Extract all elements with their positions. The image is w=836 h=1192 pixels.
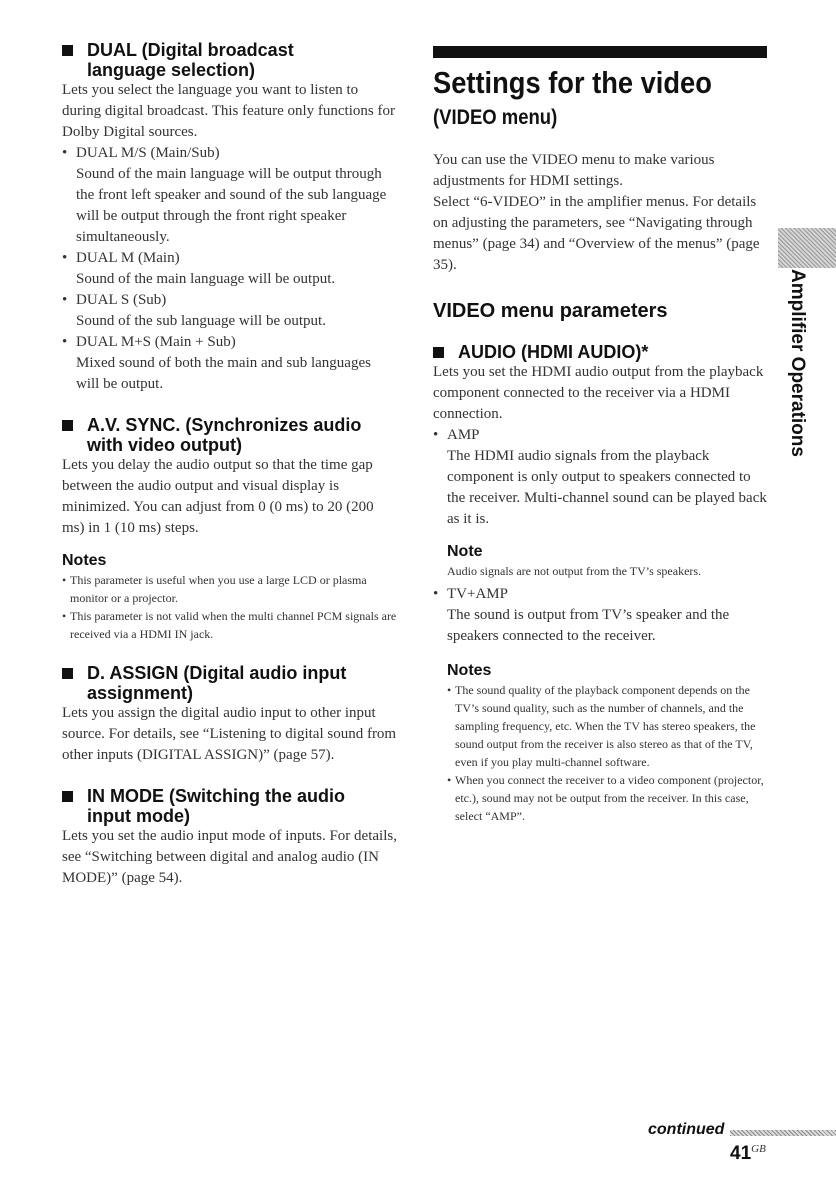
avsync-notes-heading: Notes: [62, 552, 107, 569]
audio-tvamp-option: [433, 584, 767, 647]
list-item: • DUAL S (Sub) Sound of the sub language will be output.: [62, 292, 326, 329]
left-column: [62, 40, 398, 889]
list-item: • DUAL M+S (Main + Sub) Mixed sound of both the main and sub languages will be output.: [62, 334, 371, 392]
amp-note-text: Audio signals are not output from the TV’s speakers.: [447, 564, 702, 578]
side-section-label: Amplifier Operations: [787, 269, 808, 457]
square-bullet-icon: [433, 347, 444, 358]
note-item: • The sound quality of the playback component depends on the TV’s sound quality, such as the number of channels, and the sampling frequency, etc. When the TV has stereo speakers, the sound output from the receiver is also stereo as that of the TV, even if you play multi-channel software.: [447, 683, 756, 769]
square-bullet-icon: [62, 45, 73, 56]
tvamp-notes-list: [447, 681, 767, 825]
right-column: [433, 46, 767, 825]
tvamp-notes: [433, 661, 767, 825]
square-bullet-icon: [62, 420, 73, 431]
inmode-heading: IN MODE (Switching the audio input mode): [62, 786, 398, 826]
note-item: • This parameter is not valid when the multi channel PCM signals are received via a HDMI IN jack.: [62, 609, 397, 641]
page-title: Settings for the video: [433, 65, 712, 100]
inmode-description: Lets you set the audio input mode of inputs. For details, see “Switching between digital and analog audio (IN MODE)” (page 54).: [62, 828, 397, 886]
list-item: • DUAL M/S (Main/Sub) Sound of the main language will be output through the front left speaker and sound of the sub language will be output through the front right speaker simultaneously.: [62, 145, 387, 245]
continued-bar: [730, 1130, 836, 1136]
dual-description: Lets you select the language you want to listen to during digital broadcast. This feature only functions for Dolby Digital sources.: [62, 82, 395, 140]
list-item: • DUAL M (Main) Sound of the main language will be output.: [62, 250, 336, 287]
title-rule: [433, 46, 767, 58]
note-item: • When you connect the receiver to a video component (projector, etc.), sound may not be output from the receiver. In this case, select “AMP”.: [447, 773, 764, 823]
page-subtitle: (VIDEO menu): [433, 106, 558, 129]
square-bullet-icon: [62, 791, 73, 802]
intro-text: You can use the VIDEO menu to make various adjustments for HDMI settings.: [433, 152, 715, 189]
intro-text-2: Select “6-VIDEO” in the amplifier menus. For details on adjusting the parameters, see “Navigating through menus” (page 34) and “Overview of the menus” (page 35).: [433, 194, 760, 273]
avsync-notes-list: [62, 571, 398, 643]
dual-heading: DUAL (Digital broadcast language selection): [62, 40, 398, 80]
avsync-heading: A.V. SYNC. (Synchronizes audio with video output): [62, 415, 398, 455]
page-number: $41^{GB}$: [730, 1143, 766, 1164]
audio-heading: AUDIO (HDMI AUDIO)*: [433, 342, 767, 362]
audio-amp-option: [433, 425, 767, 530]
square-bullet-icon: [62, 668, 73, 679]
dual-options-list: [62, 143, 398, 395]
avsync-description: Lets you delay the audio output so that the time gap between the audio output and visual display is minimized. You can adjust from 0 (0 ms) to 20 (200 ms) in 1 (10 ms) steps.: [62, 457, 374, 536]
amp-note: [433, 542, 767, 580]
note-item: • This parameter is useful when you use a large LCD or plasma monitor or a projector.: [62, 573, 367, 605]
amp-note-heading: Note: [447, 543, 483, 560]
side-tab-marker: [778, 228, 836, 268]
params-heading: VIDEO menu parameters: [433, 300, 668, 322]
audio-description: Lets you set the HDMI audio output from the playback component connected to the receiver via a HDMI connection.: [433, 364, 764, 422]
list-item: • AMP The HDMI audio signals from the playback component is only output to speakers connected to the receiver. Multi-channel sound can be played back as it is.: [433, 427, 767, 527]
tvamp-notes-heading: Notes: [447, 662, 492, 679]
dassign-description: Lets you assign the digital audio input to other input source. For details, see “Listening to digital sound from other inputs (DIGITAL ASSIGN)” (page 57).: [62, 705, 397, 763]
dassign-heading: D. ASSIGN (Digital audio input assignment): [62, 663, 398, 703]
continued-label: continued: [648, 1121, 725, 1138]
region-suffix: GB: [751, 1143, 766, 1155]
list-item: • TV+AMP The sound is output from TV’s speaker and the speakers connected to the receiver.: [433, 586, 730, 644]
